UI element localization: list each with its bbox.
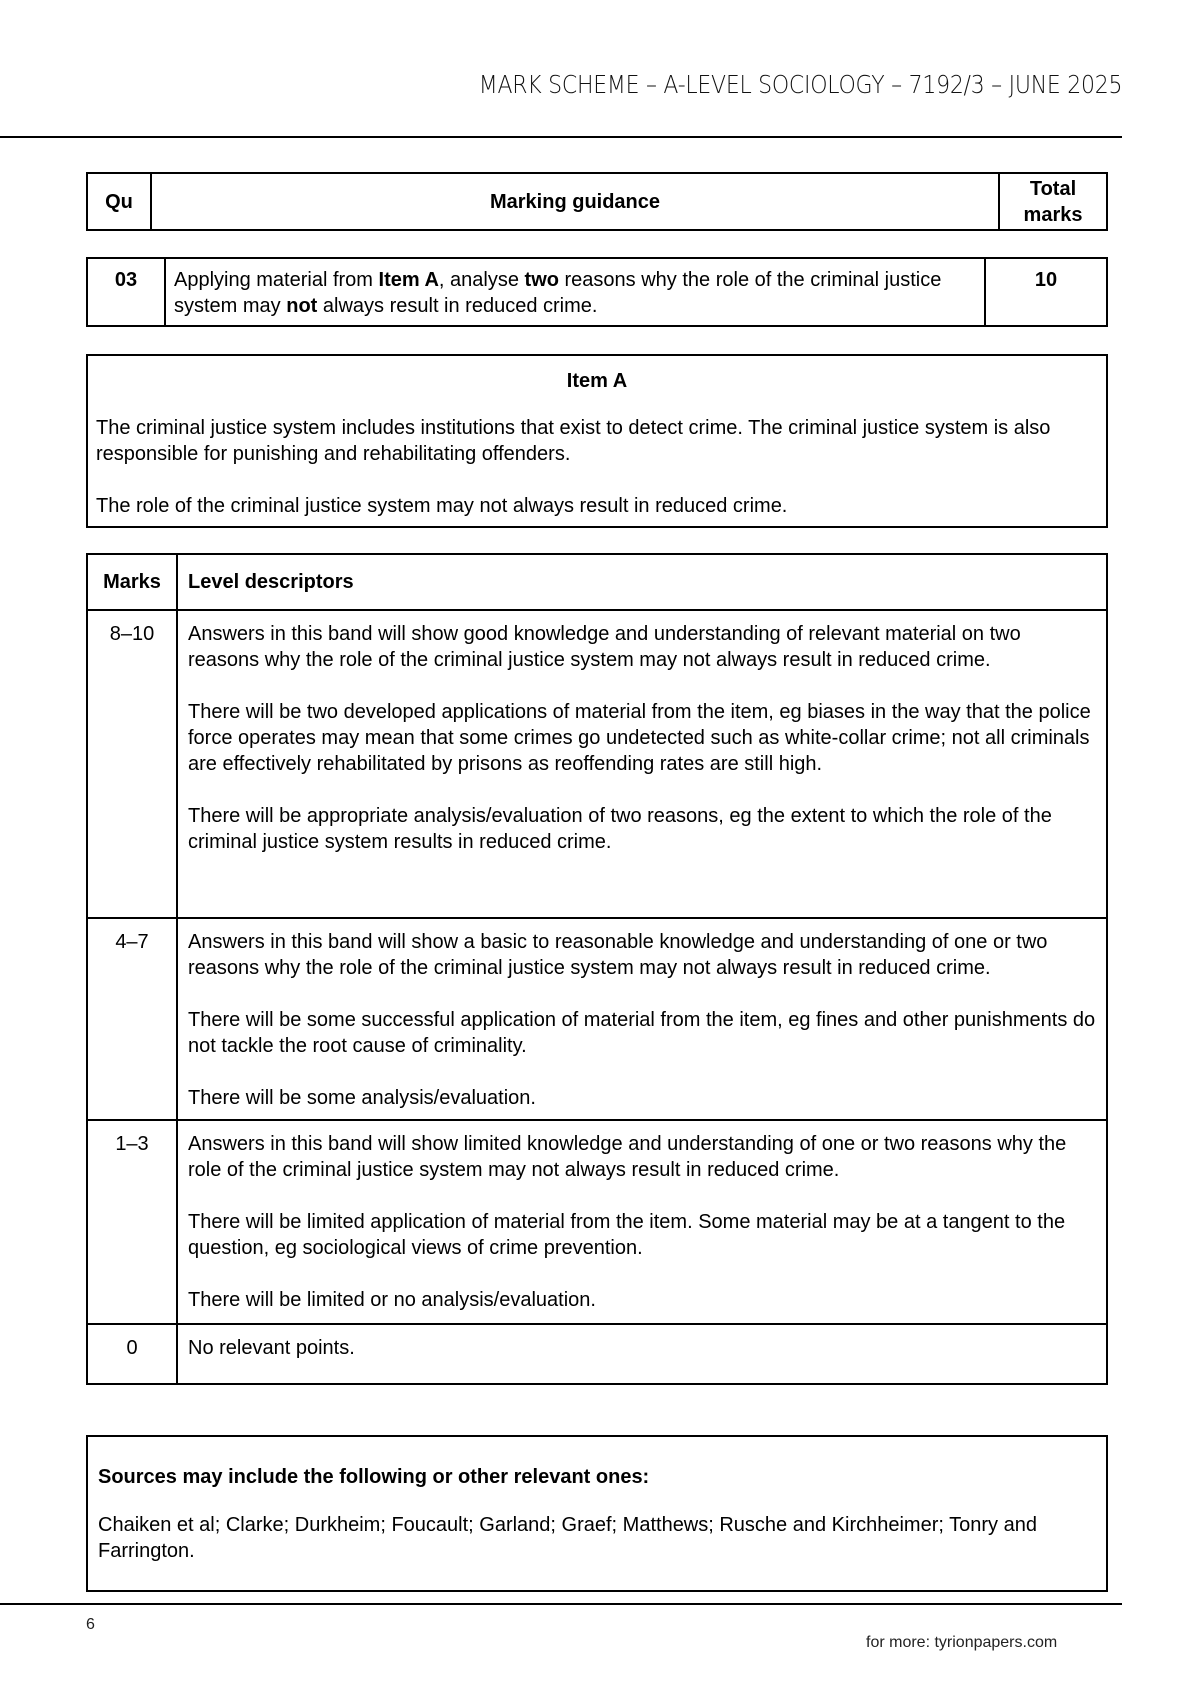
question-number: 03 [87, 258, 165, 326]
descriptor-paragraph: There will be appropriate analysis/evaluation of two reasons, eg the extent to which the role of the criminal justice system results in reduced crime. [188, 805, 1052, 853]
question-table [86, 257, 1108, 327]
guidance-header-table [86, 172, 1108, 231]
column-header-total-marks [999, 173, 1107, 230]
column-header-marks: Marks [87, 554, 177, 610]
page-number: 6 [86, 1616, 95, 1633]
question-text-part: always result in reduced crime. [317, 295, 598, 317]
descriptor-paragraph: No relevant points. [188, 1337, 355, 1359]
level-marks: 8–10 [87, 610, 177, 918]
question-text-bold: not [286, 295, 318, 317]
sources-box [86, 1435, 1108, 1592]
level-row [87, 1120, 1107, 1324]
total-marks-line1: Total [1029, 177, 1077, 200]
running-header-title: MARK SCHEME – A-LEVEL SOCIOLOGY – 7192/3 – JUNE 2025 [478, 70, 1122, 99]
descriptor-paragraph: Answers in this band will show limited knowledge and understanding of one or two reasons why the role of the criminal justice system may not always result in reduced crime. [188, 1133, 1067, 1181]
question-text-bold: Item A [378, 269, 439, 291]
column-header-level-descriptors: Level descriptors [177, 554, 1107, 610]
sources-list: Chaiken et al; Clarke; Durkheim; Foucault; Garland; Graef; Matthews; Rusche and Kirchheimer; Tonry and Farrington. [98, 1514, 1037, 1562]
footer-divider [0, 1603, 1122, 1605]
item-a-paragraph: The criminal justice system includes institutions that exist to detect crime. The criminal justice system is also responsible for punishing and rehabilitating offenders. [96, 417, 1051, 465]
header-divider [0, 136, 1122, 138]
footer-link[interactable]: for more: tyrionpapers.com [866, 1634, 1058, 1651]
total-marks-line2: marks [1023, 203, 1083, 226]
descriptor-paragraph: There will be two developed applications of material from the item, eg biases in the way that the police force operates may mean that some crimes go undetected such as white-collar crime; not all criminals are effectively rehabilitated by prisons as reoffending rates are still high. [188, 701, 1091, 775]
item-a-title: Item A [566, 370, 628, 392]
level-row [87, 1324, 1107, 1384]
descriptor-paragraph: Answers in this band will show good knowledge and understanding of relevant material on two reasons why the role of the criminal justice system may not always result in reduced crime. [188, 623, 1021, 671]
item-a-paragraph: The role of the criminal justice system may not always result in reduced crime. [96, 495, 788, 517]
descriptor-paragraph: There will be some successful application of material from the item, eg fines and other punishments do not tackle the root cause of criminality. [188, 1009, 1096, 1057]
descriptor-paragraph: There will be limited application of material from the item. Some material may be at a tangent to the question, eg sociological views of crime prevention. [188, 1211, 1066, 1259]
question-total-marks: 10 [985, 258, 1107, 326]
question-text-part: , analyse [438, 269, 525, 291]
level-row [87, 918, 1107, 1120]
question-text-bold: two [524, 269, 559, 291]
level-descriptors-table [86, 553, 1108, 1385]
descriptor-paragraph: Answers in this band will show a basic to reasonable knowledge and understanding of one or two reasons why the role of the criminal justice system may not always result in reduced crime. [188, 931, 1048, 979]
descriptor-paragraph: There will be limited or no analysis/evaluation. [188, 1289, 596, 1311]
level-descriptor [177, 918, 1107, 1120]
descriptor-paragraph: There will be some analysis/evaluation. [188, 1087, 536, 1109]
sources-title: Sources may include the following or other relevant ones: [98, 1466, 650, 1488]
level-row [87, 610, 1107, 918]
level-descriptor [177, 610, 1107, 918]
level-marks: 4–7 [87, 918, 177, 1120]
question-text [165, 258, 985, 326]
level-marks: 0 [87, 1324, 177, 1384]
level-descriptor [177, 1120, 1107, 1324]
level-descriptor [177, 1324, 1107, 1384]
question-text-part: Applying material from [174, 269, 379, 291]
column-header-marking-guidance: Marking guidance [151, 173, 999, 230]
item-a-box [86, 354, 1108, 528]
question-text-part: reasons why the role of the criminal justice system may [174, 269, 942, 317]
level-marks: 1–3 [87, 1120, 177, 1324]
column-header-qu: Qu [87, 173, 151, 230]
